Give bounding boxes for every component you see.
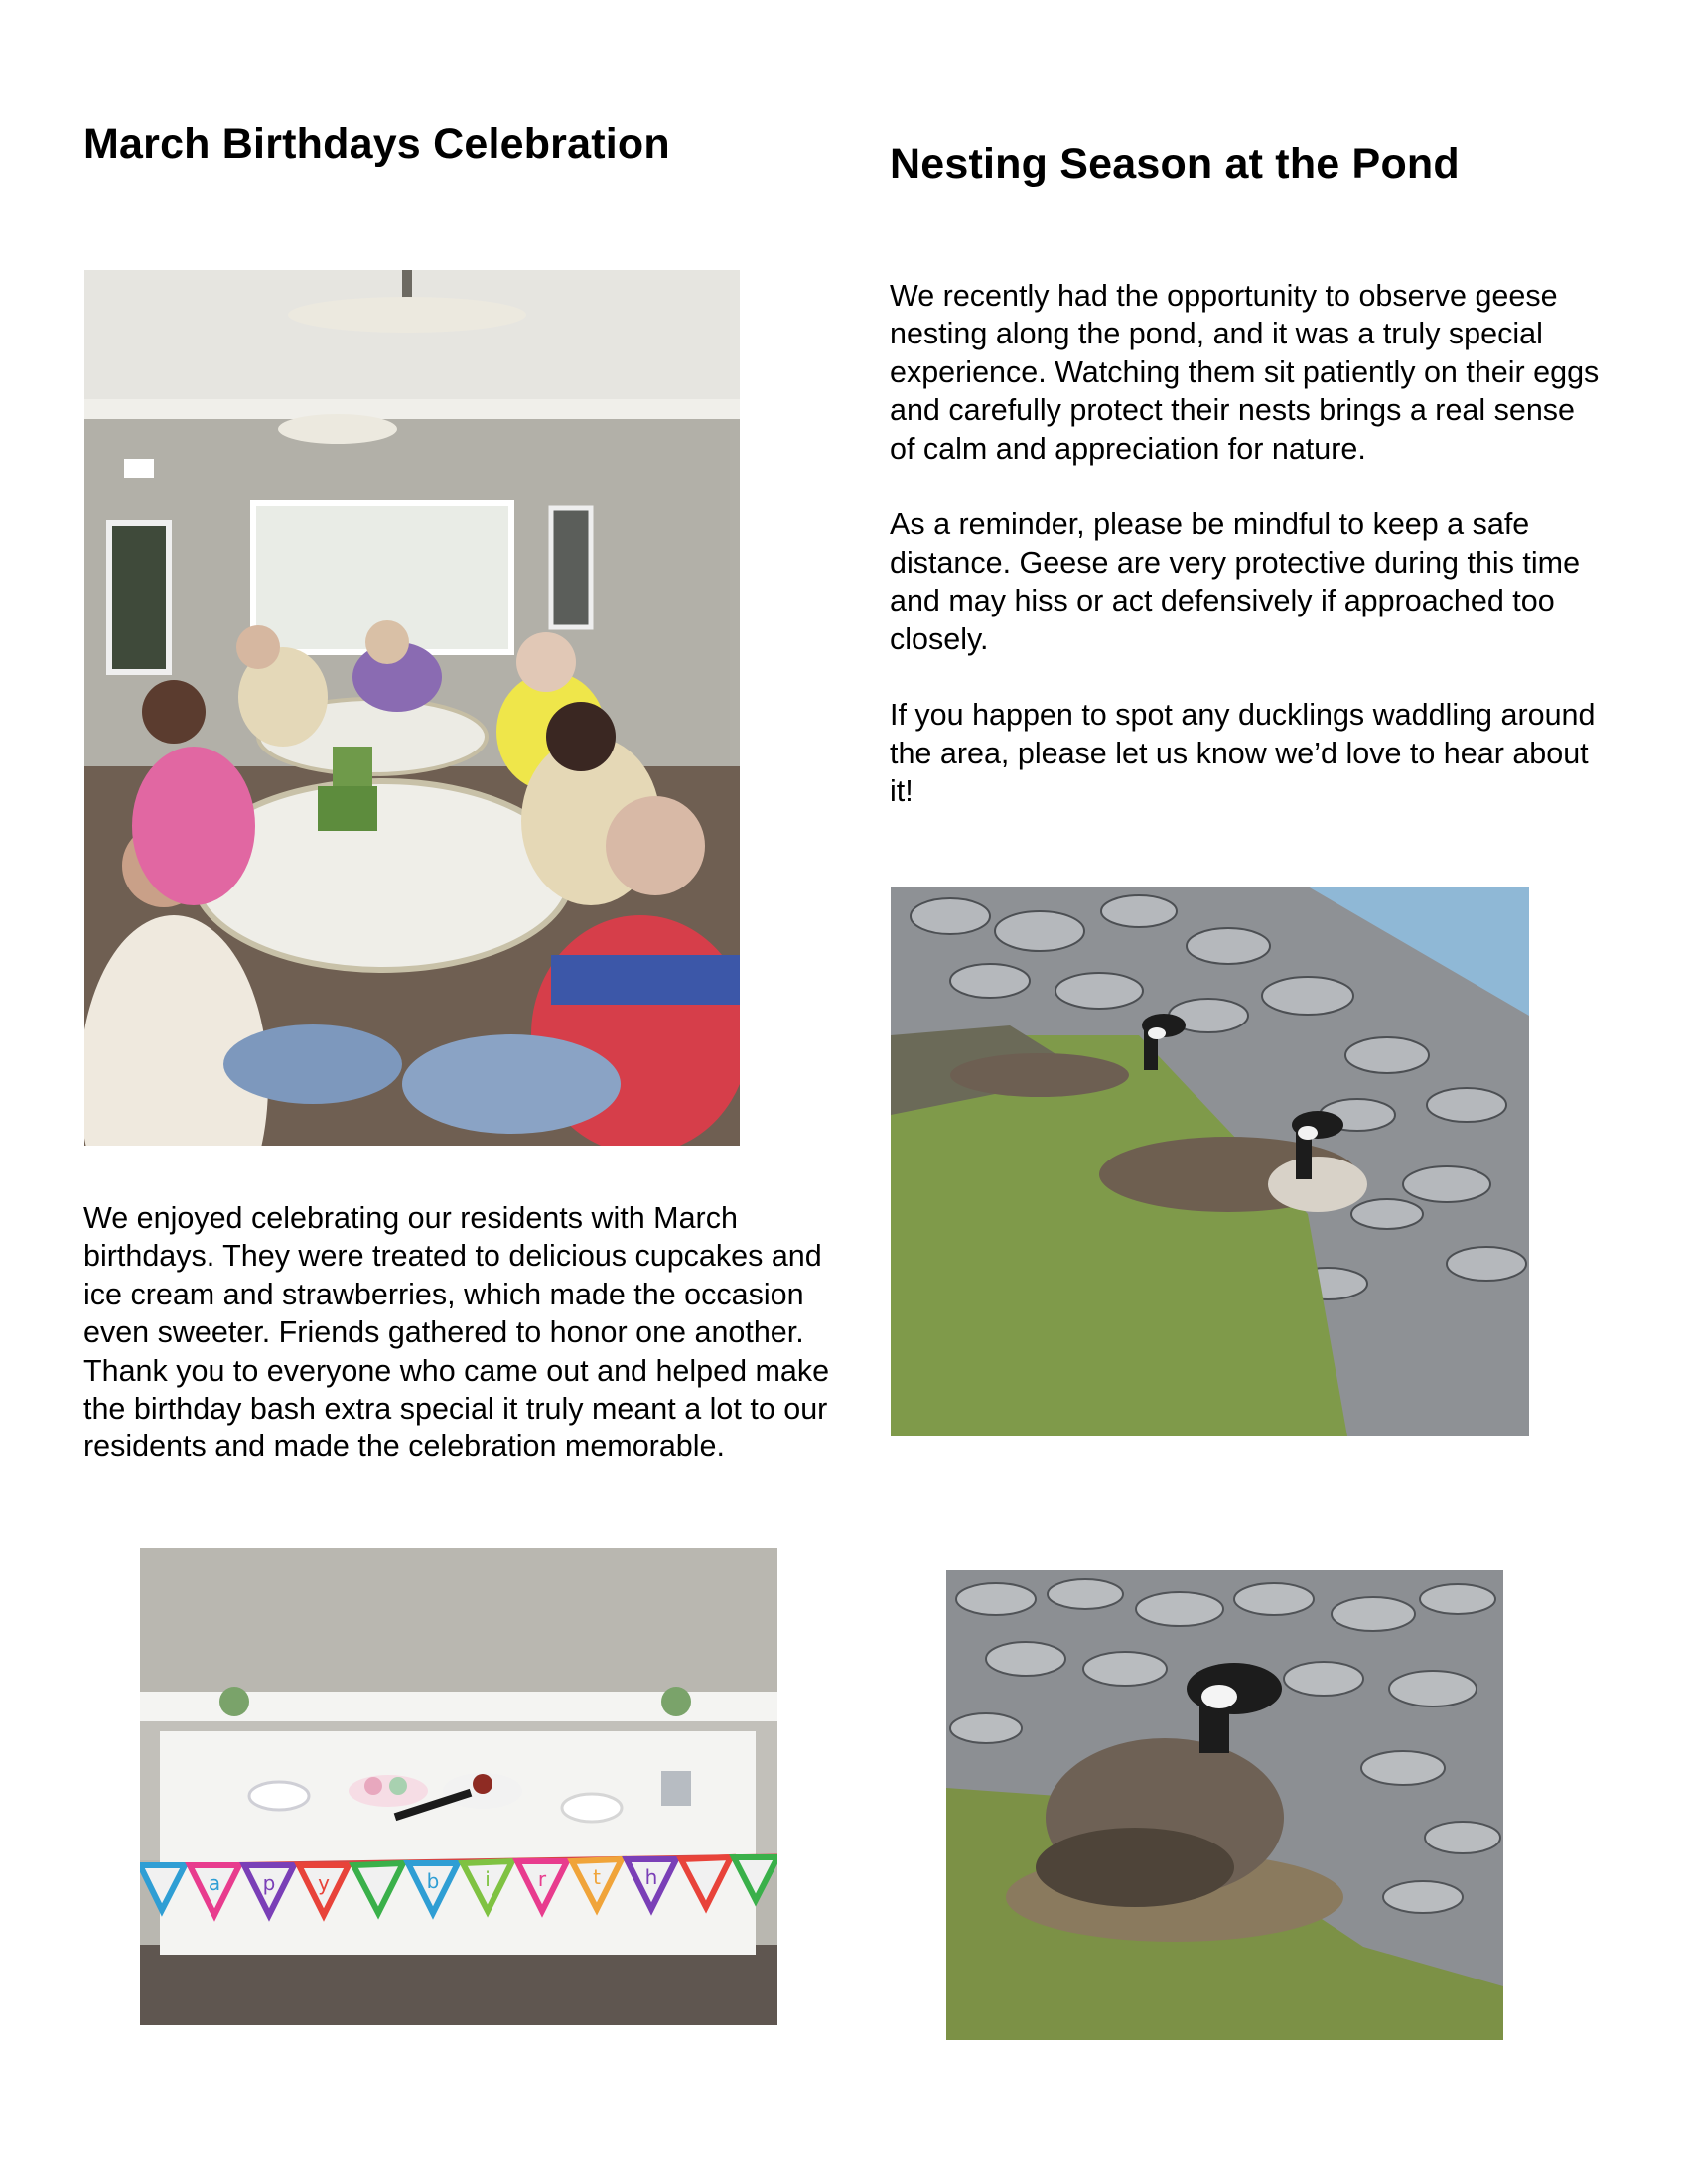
right-article-body (890, 277, 1605, 811)
right-article-paragraph-3: If you happen to spot any ducklings waddling around the area, please let us know we’d love to hear about it! (890, 698, 1596, 809)
banner-letter: y (318, 1871, 330, 1895)
banner-letter: b (426, 1869, 440, 1893)
right-article-title: Nesting Season at the Pond (890, 140, 1460, 188)
banner-letter: a (208, 1871, 221, 1895)
banner-letter: i (485, 1867, 491, 1891)
nesting-goose-photo (946, 1570, 1503, 2040)
banner-letter: r (537, 1867, 547, 1891)
residents-at-tables-photo (84, 270, 740, 1146)
right-article-paragraph-1: We recently had the opportunity to observe geese nesting along the pond, and it was a truly special experience. Watching them sit patiently on their eggs and carefully protect their nests brings a real sense of calm and appreciation for nature. (890, 279, 1600, 466)
banner-letter: h (644, 1865, 658, 1889)
left-article-title: March Birthdays Celebration (83, 120, 670, 168)
dessert-table-photo (140, 1548, 777, 2025)
left-article-body (83, 1199, 838, 1466)
banner-letter: p (262, 1871, 276, 1895)
banner-letter: t (593, 1865, 601, 1889)
left-article-paragraph: We enjoyed celebrating our residents with March birthdays. They were treated to delicious cupcakes and ice cream and strawberries, which made the occasion even sweeter. Friends gathered to honor one another. Thank you to everyone who came out and helped make the birthday bash extra special it truly meant a lot to our residents and made the celebration memorable. (83, 1201, 830, 1464)
right-article-paragraph-2: As a reminder, please be mindful to keep a safe distance. Geese are very protective during this time and may hiss or act defensively if approached too closely. (890, 507, 1581, 656)
two-geese-photo (891, 887, 1529, 1436)
